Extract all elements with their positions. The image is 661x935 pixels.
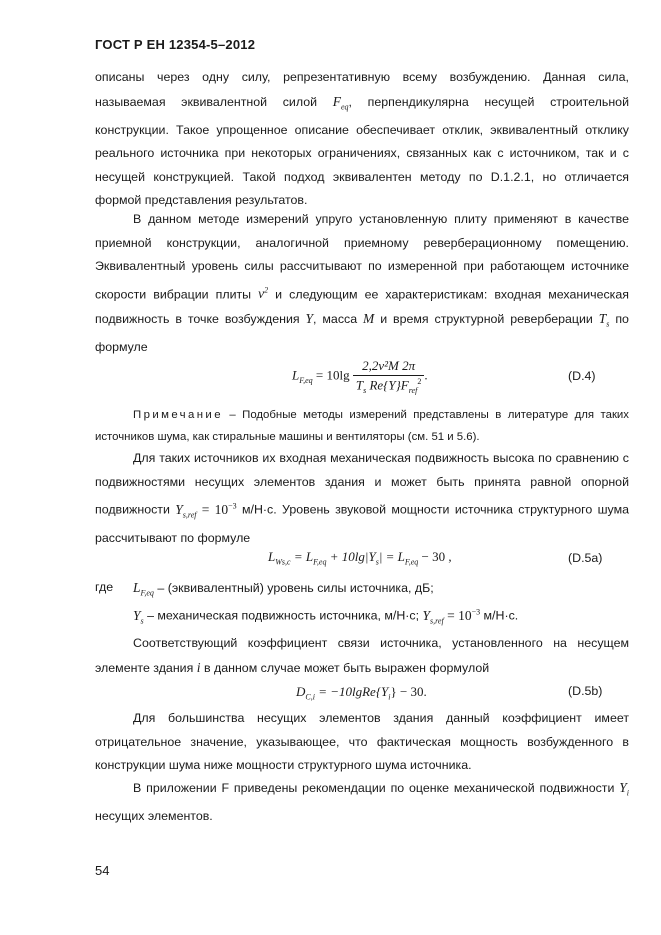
where-label: где <box>95 580 114 594</box>
symbol-v2: $v^2$ <box>258 285 269 301</box>
symbol-ys-ref: $Y_{s,ref} = 10^{-3}$ <box>175 501 237 520</box>
formula-d4: $L_{F,eq} = 10\lg$ $\frac{\text{2,2v²M 2π}}{T_s Re\{Y\}F_{ref}^2}$ . <box>292 358 428 395</box>
symbol-ts: $T_s$ <box>598 310 610 329</box>
formula-d5a: $L_{Ws,c} = L_{F,eq} + 10\lg|Y_s| = L_{F,eq} - 30$ , <box>268 549 452 567</box>
paragraph-coupling-coefficient: Соответствующий коэффициент связи источника, установленного на несущем элементе здания i в данном случае может быть выражен формулой <box>95 636 629 675</box>
symbol-yi: $Y_i$ <box>619 780 629 798</box>
formula-d4-fraction: $\frac{\text{2,2v²M 2π}}{T_s Re\{Y\}F_{ref}^2}$ <box>353 358 424 395</box>
note-paragraph: Примечание – Подобные методы измерений представлены в литературе для таких источников шума, как стиральные машины и вентиляторы (см. 51 и 5.6). <box>95 409 629 443</box>
symbol-f-eq: $F_{eq}$ <box>332 93 349 112</box>
symbol-m: M <box>363 310 375 326</box>
note-label: Примечание <box>133 409 223 421</box>
page-number: 54 <box>95 863 110 878</box>
paragraph-annex-f: В приложении F приведены рекомендации по оценке механической подвижности $Y_i$ несущих элементов. <box>95 780 629 824</box>
equation-number-d5a: (D.5a) <box>568 551 603 565</box>
symbol-y: Y <box>305 310 314 326</box>
paragraph-measurement-method: В данном методе измерений упруго установленную плиту применяют в качестве приемной конструкции, аналогичной приемному реверберационному помещению. Эквивалентный уровень силы рассчитывают по измеренной при работающем источнике скорости вибрации плиты $v^2$ и следующим ее характеристикам: входная механическая подвижность в точке возбуждения Y, масса M и время структурной реверберации $T_s$ по формуле <box>95 212 629 354</box>
where-line-ys: $Y_s$ – механическая подвижность источника, м/Н·с; $Y_{s,ref} = 10^{-3}$ м/Н·с. <box>133 607 519 626</box>
equation-number-d5b: (D.5b) <box>568 684 603 698</box>
where-line-lfeq: $L_{F,eq}$ – (эквивалентный) уровень силы источника, дБ; <box>133 580 434 598</box>
equation-number-d4: (D.4) <box>568 369 596 383</box>
symbol-i: i <box>196 659 201 675</box>
paragraph-reference-mobility: Для таких источников их входная механическая подвижность высока по сравнению с подвижностями несущих элементов здания и может быть принята равной опорной подвижности $Y_{s,ref} = 10^{-3}$ м/Н·с. Уровень звуковой мощности источника структурного шума рассчитывают по формуле <box>95 451 629 545</box>
paragraph-negative-value: Для большинства несущих элементов здания данный коэффициент имеет отрицательное значение, указывающее, что фактическая мощность возбужденного в конструкции шума ниже мощности структурного шума источника. <box>95 711 629 772</box>
paragraph-equivalent-force: описаны через одну силу, репрезентативную всему возбуждению. Данная сила, называемая эквивалентной силой $F_{eq}$, перпендикулярна несущей строительной конструкции. Такое упрощенное описание обеспечивает отклик, эквивалентный отклику реального источника при некоторых ограничениях, связанных как с источником, так и с несущей конструкцией. Такой подход эквивалентен методу по D.1.2.1, но отличается формой представления результатов. <box>95 70 629 208</box>
formula-d5b: $D_{C,i}$ = $-10lgRe\{Y_i\} - 30$. <box>296 684 427 702</box>
document-header: ГОСТ Р ЕН 12354-5–2012 <box>95 37 256 52</box>
